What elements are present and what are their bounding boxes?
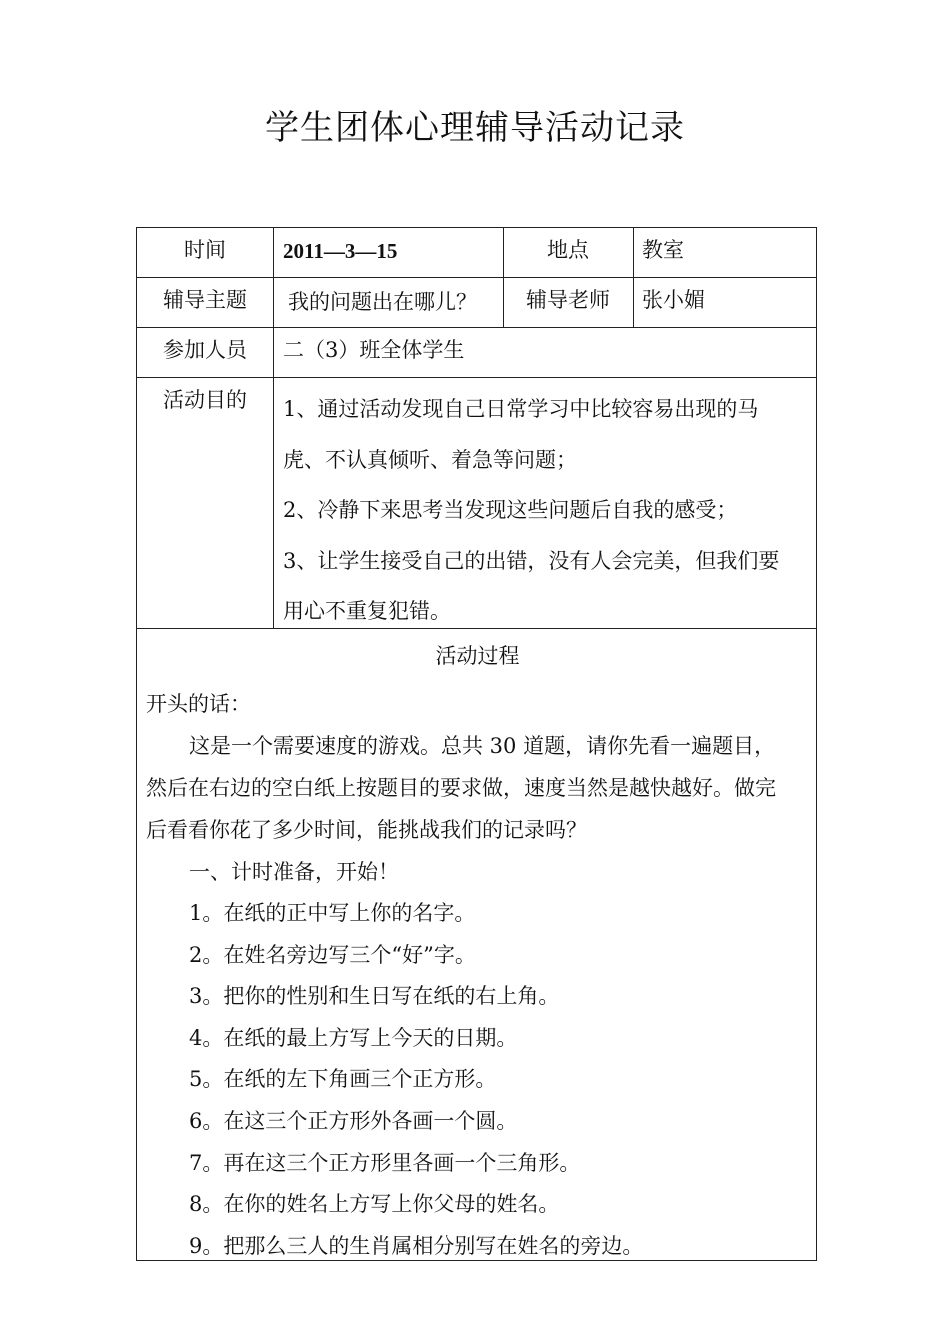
step-item: 4。在纸的最上方写上今天的日期。	[189, 1025, 518, 1050]
column-divider	[633, 228, 634, 327]
intro-line: 然后在右边的空白纸上按题目的要求做，速度当然是越快越好。做完	[146, 776, 776, 800]
topic-label: 辅导主题	[163, 288, 247, 312]
purpose-label: 活动目的	[163, 388, 247, 412]
record-table	[136, 227, 817, 1261]
step-item: 1。在纸的正中写上你的名字。	[189, 901, 476, 925]
step-item: 5。在纸的左下角画三个正方形。	[189, 1067, 497, 1092]
opening-label: 开头的话：	[146, 692, 251, 716]
step-item: 2。在姓名旁边写三个“好”字。	[189, 942, 476, 967]
purpose-text	[283, 384, 813, 637]
page-title: 学生团体心理辅导活动记录	[265, 108, 685, 148]
intro-line: 这是一个需要速度的游戏。总共 30 道题，请你先看一遍题目，	[189, 734, 776, 758]
step-item: 9。把那么三人的生肖属相分别写在姓名的旁边。	[189, 1233, 644, 1258]
row-divider	[137, 277, 816, 278]
purpose-line: 用心不重复犯错。	[283, 599, 451, 623]
place-value: 教室	[642, 238, 684, 262]
step-item: 3。把你的性别和生日写在纸的右上角。	[189, 984, 560, 1009]
participants-value: 二（3）班全体学生	[283, 338, 465, 362]
process-title: 活动过程	[435, 644, 520, 668]
column-divider	[273, 228, 274, 628]
purpose-line: 虎、不认真倾听、着急等问题；	[283, 447, 577, 472]
step-item: 7。再在这三个正方形里各画一个三角形。	[189, 1150, 581, 1175]
purpose-line: 3、让学生接受自己的出错，没有人会完美，但我们要	[283, 548, 780, 573]
start-line: 一、计时准备，开始！	[189, 860, 399, 884]
place-label: 地点	[547, 238, 589, 262]
participants-label: 参加人员	[163, 338, 247, 362]
intro-line: 后看看你花了多少时间，能挑战我们的记录吗？	[146, 818, 587, 842]
time-value: 2011—3—15	[283, 239, 398, 263]
step-item: 8。在你的姓名上方写上你父母的姓名。	[189, 1192, 560, 1217]
teacher-label: 辅导老师	[526, 288, 610, 312]
row-divider	[137, 327, 816, 328]
topic-value: 我的问题出在哪儿？	[288, 290, 477, 314]
purpose-line: 1、通过活动发现自己日常学习中比较容易出现的马	[283, 397, 759, 421]
process-body	[146, 683, 811, 1267]
purpose-line: 2、冷静下来思考当发现这些问题后自我的感受；	[283, 498, 738, 522]
step-item: 6。在这三个正方形外各画一个圆。	[189, 1108, 518, 1133]
teacher-value: 张小媚	[642, 288, 705, 312]
time-label: 时间	[184, 238, 226, 262]
row-divider	[137, 377, 816, 378]
